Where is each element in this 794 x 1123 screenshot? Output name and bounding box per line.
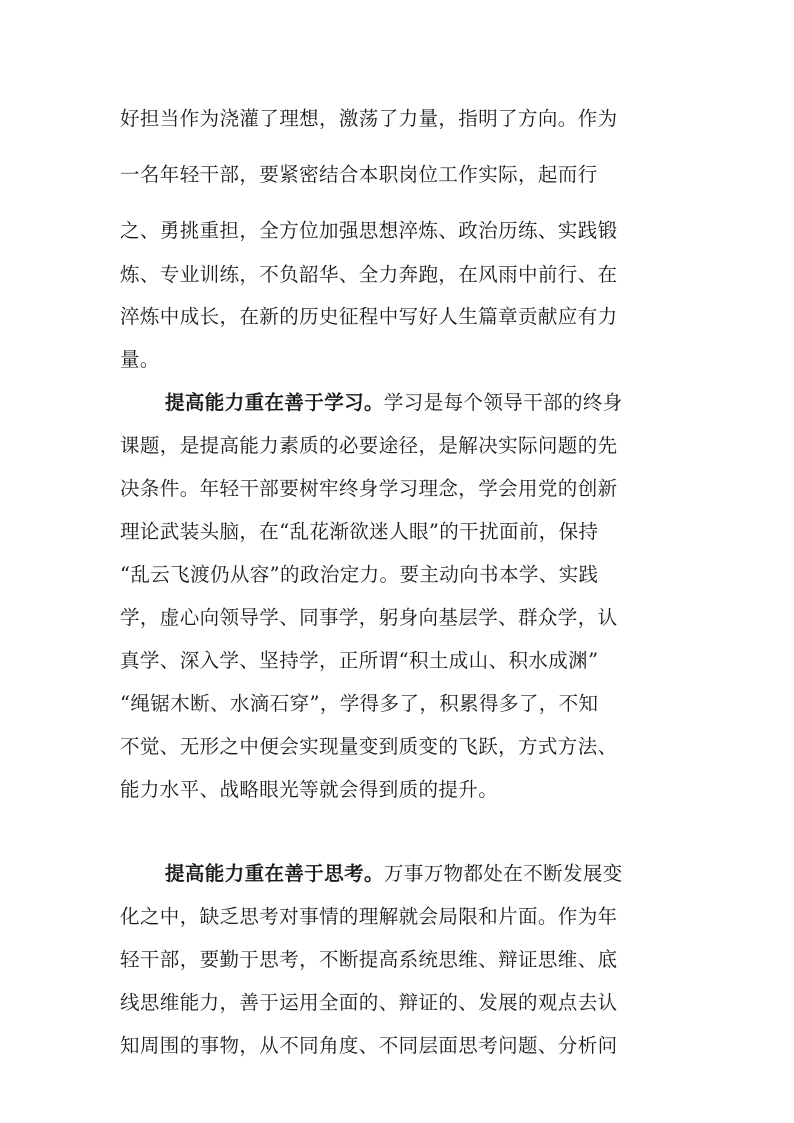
text-line: 轻干部，要勤于思考，不断提高系统思维、辩证思维、底 [120, 948, 618, 971]
text-line: 能力水平、战略眼光等就会得到质的提升。 [120, 778, 499, 801]
text-line: 淬炼中成长，在新的历史征程中写好人生篇章贡献应有力 [120, 305, 618, 328]
text-line: “乱云飞渡仍从容”的政治定力。要主动向书本学、实践 [120, 563, 599, 586]
paragraph-heading: 提高能力重在善于思考。 [165, 862, 384, 885]
text-span: 万事万物都处在不断发展变 [383, 862, 623, 885]
text-line: 课题，是提高能力素质的必要途径，是解决实际问题的先 [120, 434, 618, 457]
text-line: 化之中，缺乏思考对事情的理解就会局限和片面。作为年 [120, 905, 618, 928]
text-line: 不觉、无形之中便会实现量变到质变的飞跃，方式方法、 [120, 735, 618, 758]
text-line: 量。 [120, 348, 160, 371]
text-line: “绳锯木断、水滴石穿”，学得多了，积累得多了，不知 [120, 692, 599, 715]
text-line: 好担当作为浇灌了理想，激荡了力量，指明了方向。作为 [120, 107, 618, 130]
text-span: 学习是每个领导干部的终身 [383, 391, 623, 414]
text-line: 理论武装头脑，在“乱花渐欲迷人眼”的干扰面前，保持 [120, 520, 599, 543]
text-line: 决条件。年轻干部要树牢终身学习理念，学会用党的创新 [120, 477, 618, 500]
text-line: 真学、深入学、坚持学，正所谓“积土成山、积水成渊” [120, 649, 599, 672]
text-line [165, 862, 623, 886]
text-line: 之、勇挑重担，全方位加强思想淬炼、政治历练、实践锻 [120, 219, 618, 242]
text-line: 学，虚心向领导学、同事学，躬身向基层学、群众学，认 [120, 606, 618, 629]
paragraph-heading: 提高能力重在善于学习。 [165, 391, 384, 414]
text-line [165, 391, 623, 415]
text-line: 线思维能力，善于运用全面的、辩证的、发展的观点去认 [120, 991, 618, 1014]
text-line: 知周围的事物，从不同角度、不同层面思考问题、分析问 [120, 1034, 618, 1057]
text-line: 炼、专业训练，不负韶华、全力奔跑，在风雨中前行、在 [120, 263, 618, 286]
text-line: 一名年轻干部，要紧密结合本职岗位工作实际，起而行 [120, 163, 598, 186]
